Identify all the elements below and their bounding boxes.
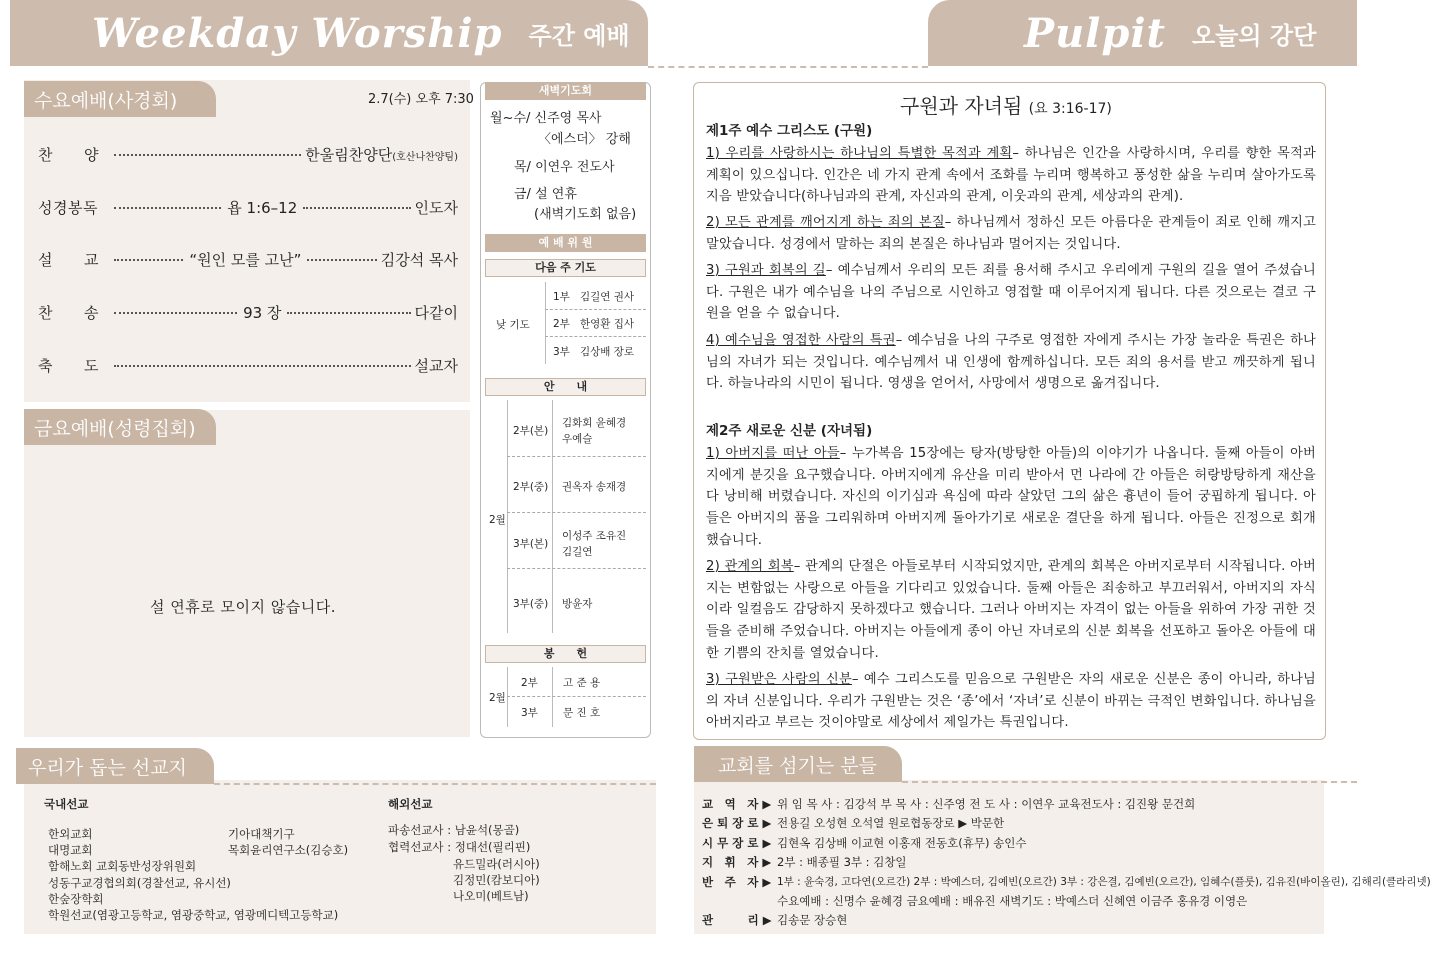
prayer-part: 1부	[553, 291, 570, 303]
servants-title: 교회를 섬기는 분들	[694, 746, 902, 782]
overseas-title: 해외선교	[388, 797, 433, 811]
guide-names: 방윤자	[562, 598, 593, 610]
table-line	[552, 400, 553, 633]
prayer-title: 다음 주 기도	[485, 259, 646, 277]
wednesday-time: 2.7(수) 오후 7:30	[368, 92, 474, 107]
pulpit-header	[928, 0, 1357, 66]
dot-leader	[114, 365, 411, 367]
sermon-paragraph: 2) 관계의 회복– 관계의 단절은 아들로부터 시작되었지만, 관계의 회복은 아버지로부터 시작됩니다. 아버지는 변함없는 사랑으로 아들을 기다리고 있었습니다. 둘째 아들은 죄송하고 부끄러워서, 아버지의 자식이라 일컬음도 감당하지 못하겠다고 했습니다. 그러나 아버지는 자격이 없는 아들을 위하여 가장 귀한 것들을 준비해 주었습니다. 아버지는 아들에게 종이 아닌 자녀로의 신분 회복을 선포하고 돌아온 아들에 대한 기쁨의 잔치를 열었습니다.	[706, 559, 1316, 661]
prayer-name: 한영환 집사	[580, 318, 635, 330]
prayer-name: 김길연 권사	[580, 291, 635, 303]
overseas-line: 나오미(베트남)	[453, 889, 529, 903]
guide-month: 2월	[489, 514, 506, 526]
guide-names: 이성주 조유진	[562, 530, 627, 542]
friday-title: 금요예배(성령집회)	[24, 409, 216, 445]
offering-name: 고 준 용	[563, 677, 601, 689]
missions-title: 우리가 돕는 선교지	[16, 748, 214, 784]
wednesday-title: 수요예배(사경회)	[24, 81, 216, 117]
guide-names: 우예슬	[562, 433, 593, 445]
order-role: 찬 양	[38, 146, 99, 164]
dawn-committee-box	[480, 82, 651, 738]
order-who: 김강석 목사	[380, 251, 458, 269]
guide-part: 2부(본)	[513, 425, 549, 437]
prayer-part: 2부	[553, 318, 570, 330]
header-divider	[648, 66, 928, 68]
guide-part: 3부(본)	[513, 538, 549, 550]
table-line	[507, 568, 646, 569]
dawn-line: (새벽기도회 없음)	[534, 207, 637, 222]
order-row-benediction	[38, 355, 458, 376]
servants-row: 교 역 자 ▶ 위 임 목 사 : 김강석 부 목 사 : 신주영 전 도 사 : 이연우 교육전도사 : 김진왕 문건희	[702, 797, 1196, 811]
dot-leader	[114, 154, 301, 156]
overseas-line: 김정민(캄보디아)	[453, 873, 540, 887]
domestic-title: 국내선교	[44, 797, 89, 811]
servants-row: 은 퇴 장 로 ▶ 전용길 오성현 오석열 원로협동장로 ▶ 박문한	[702, 816, 1005, 830]
overseas-line: 협력선교사 : 정대선(필리핀)	[388, 840, 531, 854]
dawn-line: 월~수/ 신주영 목사	[490, 111, 602, 126]
sermon-paragraph: 1) 우리를 사랑하시는 하나님의 특별한 목적과 계획– 하나님은 인간을 사랑하시며, 우리를 향한 목적과 계획이 있으십니다. 인간은 네 가지 관계 속에서 조화를 누리며 행복하고 풍성한 삶을 누리며 살아가도록 지음 받았습니다(하나님과의 관계, 자신과의 관계, 이웃과의 관계, 세상과의 관계).	[706, 146, 1316, 205]
offering-part: 3부	[521, 707, 538, 719]
sermon-title: 구원과 자녀됨 (요 3:16-17)	[900, 94, 1112, 118]
dot-leader	[287, 312, 410, 314]
offering-part: 2부	[521, 677, 538, 689]
prayer-name: 김상배 장로	[580, 346, 635, 358]
weekday-worship-script-title: Weekday Worship	[92, 9, 503, 57]
prayer-part: 3부	[553, 346, 570, 358]
order-role: 성경봉독	[38, 199, 98, 217]
order-role: 찬 송	[38, 304, 99, 322]
dawn-line: 목/ 이연우 전도사	[514, 160, 615, 175]
committee-title: 예 배 위 원	[485, 234, 646, 252]
table-line	[507, 456, 646, 457]
sermon-week-heading: 제1주 예수 그리스도 (구원)	[706, 123, 873, 139]
servants-row: 지 휘 자 ▶ 2부 : 배종필 3부 : 김창일	[702, 855, 907, 869]
guide-title: 안 내	[485, 378, 646, 396]
friday-note: 설 연휴로 모이지 않습니다.	[150, 598, 336, 616]
pulpit-script-title: Pulpit	[1024, 9, 1166, 57]
order-who: 인도자	[414, 199, 459, 217]
offering-month: 2월	[489, 692, 506, 704]
sermon-paragraph: 3) 구원받은 사람의 신분– 예수 그리스도를 믿음으로 구원받은 자의 새로운 신분은 종이 아니라, 하나님의 자녀 신분입니다. 우리가 구원받는 것은 ‘종’에서 ‘자녀’로 신분이 바뀌는 극적인 변화입니다. 하나님을 아버지라고 부르는 것이야말로 세상에서 제일가는 특권입니다.	[706, 672, 1316, 731]
order-who: 설교자	[414, 357, 458, 375]
pulpit-korean-title: 오늘의 강단	[1192, 21, 1317, 50]
overseas-line: 파송선교사 : 남윤석(몽골)	[388, 823, 520, 837]
order-mid: 93 장	[243, 304, 282, 322]
dot-leader	[307, 259, 376, 261]
table-line	[552, 667, 553, 727]
order-who: 다같이	[414, 304, 458, 322]
order-role: 설 교	[38, 251, 99, 269]
guide-names: 김화회 윤혜경	[562, 417, 627, 429]
guide-part: 2부(중)	[513, 481, 549, 493]
order-who: 한울림찬양단(호산나찬양팀)	[305, 146, 458, 164]
weekday-worship-header	[10, 0, 648, 66]
guide-names: 김길연	[562, 546, 593, 558]
offering-name: 문 진 호	[563, 707, 601, 719]
sermon-week-heading: 제2주 새로운 신분 (자녀됨)	[706, 423, 873, 439]
missions-divider	[214, 783, 656, 785]
sermon-paragraph: 4) 예수님을 영접한 사람의 특권– 예수님을 나의 구주로 영접한 자에게 주시는 가장 놀라운 특권은 하나님의 자녀가 되는 것입니다. 예수님께서 내 인생에 함께하십니다. 모든 죄의 용서를 받고 깨끗하게 됩니다. 하늘나라의 시민이 됩니다. 영생을 얻어서, 사망에서 생명으로 옮겨집니다.	[706, 333, 1316, 392]
sermon-paragraph: 2) 모든 관계를 깨어지게 하는 죄의 본질– 하나님께서 정하신 모든 아름다운 관계들이 죄로 인해 깨지고 말았습니다. 성경에서 말하는 죄의 본질은 하나님과 멀어지는 것입니다.	[706, 215, 1317, 252]
table-line	[507, 400, 508, 633]
table-line	[545, 309, 646, 310]
overseas-line: 유드밀라(러시아)	[453, 857, 540, 871]
servants-row: 반 주 자 ▶ 1부 : 윤숙경, 고다연(오르간) 2부 : 박예스더, 김예빈(오르간) 3부 : 강은결, 김예빈(오르간), 임혜수(플룻), 김유진(바이올린), 김해리(클라리넷)	[702, 875, 1431, 889]
servants-row: 시 무 장 로 ▶ 김현옥 김상배 이교현 이홍재 전동호(휴무) 송인수	[702, 836, 1027, 850]
prayer-label: 낮 기도	[496, 319, 530, 331]
guide-part: 3부(중)	[513, 598, 549, 610]
table-line	[507, 512, 646, 513]
domestic-list: 한외교회 대명교회 함해노회 교회동반성장위원회 성동구교경협의회(경찰선교, 유시선) 한숲장학회 학원선교(염광고등학교, 염광중학교, 염광메디텍고등학교)	[48, 827, 339, 923]
order-mid: 욥 1:6–12	[227, 199, 298, 217]
order-row-sermon	[38, 249, 458, 270]
table-line	[507, 667, 508, 727]
sermon-paragraph: 1) 아버지를 떠난 아들– 누가복음 15장에는 탕자(방탕한 아들)의 이야기가 나옵니다. 둘째 아들이 아버지에게 분깃을 요구했습니다. 아버지에게 유산을 미리 받아서 먼 나라에 간 아들은 허랑방탕하게 재산을 다 낭비해 버렸습니다. 자신의 이기심과 욕심에 따라 살았던 그의 삶은 흉년이 들어 궁핍하게 됩니다. 아들은 아버지의 품을 그리워하며 아버지께 돌아가기로 새로운 결단을 하게 됩니다. 아들은 진정으로 회개했습니다.	[706, 446, 1316, 548]
sermon-paragraph: 3) 구원과 회복의 길– 예수님께서 우리의 모든 죄를 용서해 주시고 우리에게 구원의 길을 열어 주셨습니다. 구원은 내가 예수님을 나의 주님으로 시인하고 영접할 때 이루어지게 됩니다. 다른 것으로는 결코 구원을 얻을 수 없습니다.	[706, 263, 1316, 322]
dawn-title: 새벽기도회	[485, 82, 646, 100]
domestic-list-2: 기아대책기구 목회윤리연구소(김승호)	[228, 827, 349, 858]
dot-leader	[114, 207, 221, 209]
order-mid: “원인 모를 고난”	[189, 251, 302, 269]
weekday-worship-korean-title: 주간 예배	[528, 21, 630, 50]
dot-leader	[114, 312, 237, 314]
guide-names: 권옥자 송재경	[562, 481, 627, 493]
dot-leader	[303, 207, 410, 209]
offering-title: 봉 헌	[485, 645, 646, 663]
order-role: 축 도	[38, 357, 99, 375]
dawn-line: 금/ 설 연휴	[514, 187, 577, 202]
table-line	[545, 336, 646, 337]
dot-leader	[114, 259, 183, 261]
servants-row: 관 리 ▶ 김송문 장승현	[702, 913, 848, 927]
order-row-hymn	[38, 302, 458, 323]
table-line	[507, 696, 646, 697]
servants-divider	[902, 781, 1357, 783]
dawn-line: 〈에스더〉 강해	[538, 132, 631, 147]
table-line	[545, 282, 546, 364]
order-row-reading	[38, 197, 458, 218]
order-row-praise	[38, 144, 458, 165]
servants-row: 수요예배 : 신명수 윤혜경 금요예배 : 배유진 새벽기도 : 박예스더 신혜연 이금주 홍유경 이영은	[777, 894, 1248, 908]
